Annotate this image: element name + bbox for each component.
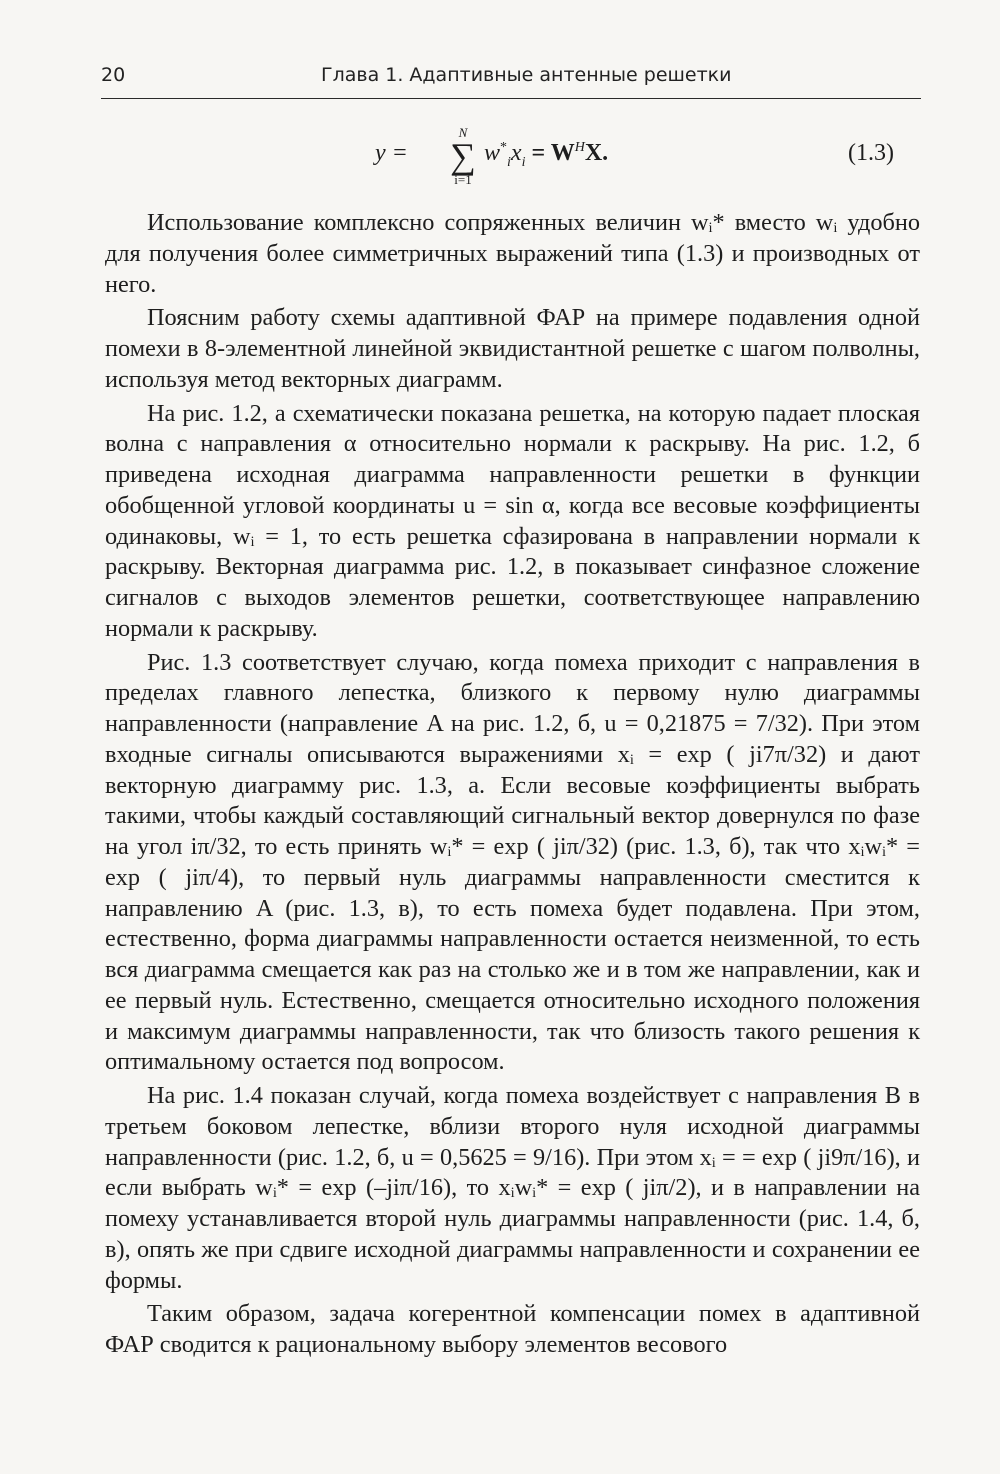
paragraph: Рис. 1.3 соответствует случаю, когда помеха приходит с направления в пределах главного лепестка, близкого к первому нулю диаграммы направленности (направление A на рис. 1.2, б, u = 0,21875 = 7/32). При этом входные сигналы описываются выражениями xᵢ = exp ( ji7π/32) и дают векторную диаграмму рис. 1.3, а. Если весовые коэффициенты выбрать такими, чтобы каждый составляющий сигнальный вектор довернулся по фазе на угол iπ/32, то есть принять wᵢ* = exp ( jiπ/32) (рис. 1.3, б), так что xᵢwᵢ* = exp ( jiπ/4), то первый нуль диаграммы направленности сместится к направлению A (рис. 1.3, в), то есть помеха будет подавлена. При этом, естественно, форма диаграммы направленности остается неизменной, то есть вся диаграмма смещается как раз на столько же и в том же направлении, как и ее первый нуль. Естественно, смещается относительно исходного положения и максимум диаграммы направленности, так что близость такого решения к оптимальному остается под вопросом.	[105, 648, 920, 1076]
sum-upper-limit: N	[458, 125, 468, 140]
sigma-symbol: ∑	[450, 136, 476, 176]
sum-lower-limit: i=1	[454, 172, 472, 187]
equation-lhs: y =	[375, 140, 408, 166]
paragraph: Использование комплексно сопряженных величин wᵢ* вместо wᵢ удобно для получения более симметричных выражений типа (1.3) и производных от него.	[105, 209, 920, 298]
paragraph: На рис. 1.2, а схематически показана решетка, на которую падает плоская волна с направления α относительно нормали к раскрыву. На рис. 1.2, б приведена исходная диаграмма направленности решетки в функции обобщенной угловой координаты u = sin α, когда все весовые коэффициенты одинаковы, wᵢ = 1, то есть решетка сфазирована в направлении нормали к раскрыву. Векторная диаграмма рис. 1.2, в показывает синфазное сложение сигналов с выходов элементов решетки, соответствующее направлению нормали к раскрыву.	[105, 399, 920, 642]
paragraph: Поясним работу схемы адаптивной ФАР на примере подавления одной помехи в 8-элементной линейной эквидистантной решетке с шагом полволны, используя метод векторных диаграмм.	[105, 304, 920, 393]
equation-rhs: $w^*_ix_i = W^HX$.	[484, 140, 609, 170]
paragraph: На рис. 1.4 показан случай, когда помеха воздействует с направления B в третьем боковом лепестке, вблизи второго нуля исходной диаграммы направленности (рис. 1.2, б, u = 0,5625 = 9/16). При этом xᵢ = = exp ( ji9π/16), и если выбрать wᵢ* = exp (–jiπ/16), то xᵢwᵢ* = exp ( jiπ/2), и в направлении на помеху устанавливается второй нуль диаграммы направленности (рис. 1.4, б, в), опять же при сдвиге исходной диаграммы направленности и сохранении ее формы.	[105, 1082, 920, 1294]
equation-number: (1.3)	[848, 140, 894, 166]
summation-sign	[448, 126, 478, 187]
running-header	[101, 62, 921, 99]
page-number: 20	[101, 64, 126, 86]
paragraph: Таким образом, задача когерентной компенсации помех в адаптивной ФАР сводится к рациональному выбору элементов весового	[105, 1300, 920, 1358]
equation-1-3	[0, 122, 1000, 202]
chapter-title: Глава 1. Адаптивные антенные решетки	[321, 64, 732, 86]
body-text	[105, 208, 920, 1361]
